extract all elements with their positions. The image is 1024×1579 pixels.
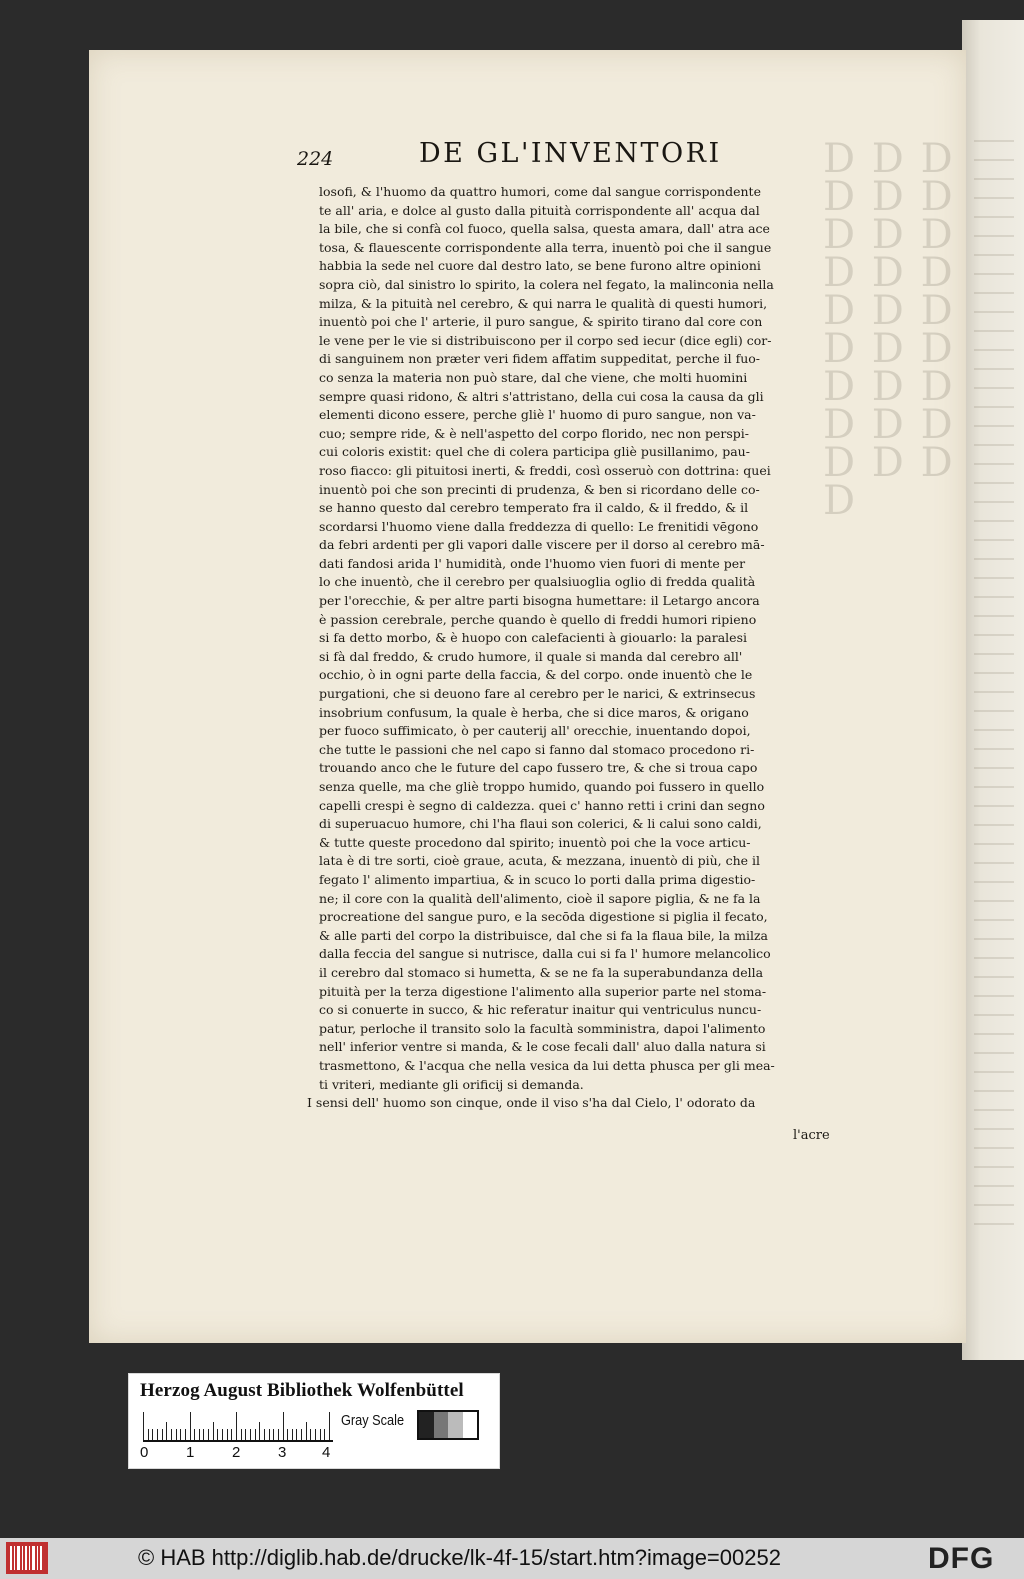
text-line: lata è di tre sorti, cioè graue, acuta, & mezzana, inuentò di più, che il: [319, 853, 761, 869]
text-line: cuo; sempre ride, & è nell'aspetto del corpo florido, nec non perspi-: [319, 425, 749, 441]
grayscale-step: [463, 1412, 478, 1438]
text-line: di sanguinem non præter veri fidem affatim suppeditat, perche il fuo-: [319, 351, 761, 367]
catchword: l'acre: [793, 1128, 830, 1143]
text-line: sopra ciò, dal sinistro lo spirito, la colera nel fegato, la malinconia nella: [319, 276, 774, 292]
ruler-tick: [166, 1422, 167, 1440]
ruler-tick: [315, 1429, 316, 1440]
text-line: di superuacuo humore, chi l'ha flaui son colerici, & li calui sono caldi,: [319, 816, 762, 832]
footer-bar: [0, 1538, 1024, 1579]
ruler-tick: [213, 1422, 214, 1440]
ruler-tick: [320, 1429, 321, 1440]
dfg-logo: DFG: [928, 1542, 995, 1575]
ruler-tick: [143, 1412, 144, 1440]
text-line: & tutte queste procedono dal spirito; inuentò poi che la voce articu-: [319, 834, 751, 850]
text-line: I sensi dell' huomo son cinque, onde il viso s'ha dal Cielo, l' odorato da: [307, 1095, 756, 1111]
ruler-number: 0: [140, 1444, 149, 1461]
text-line: capelli crespi è segno di caldezza. quei c' hanno retti i crini dan segno: [319, 797, 765, 813]
grayscale-step: [419, 1412, 434, 1438]
ruler-tick: [222, 1429, 223, 1440]
text-line: inuentò poi che l' arterie, il puro sangue, & spirito tirano dal core con: [319, 314, 763, 330]
ruler-tick: [329, 1412, 330, 1440]
text-line: purgationi, che si deuono fare al cerebro per le narici, & extrinsecus: [319, 686, 756, 702]
ruler-tick: [296, 1429, 297, 1440]
ruler-tick: [190, 1412, 191, 1440]
text-line: trasmettono, & l'acqua che nella vesica da lui detta phusca per gli mea-: [319, 1057, 775, 1073]
text-line: procreatione del sangue puro, e la secōda digestione si piglia il fecato,: [319, 909, 768, 925]
text-line: occhio, ò in ogni parte della faccia, & del corpo. onde inuentò che le: [319, 667, 753, 683]
page-header: [297, 134, 737, 178]
ruler-number: 1: [186, 1444, 195, 1461]
text-line: se hanno questo dal cerebro temperato fra il caldo, & il freddo, & il: [319, 500, 749, 516]
text-line: dati fandosi arida l' humidità, onde l'huomo vien fuori di mente per: [319, 555, 746, 571]
text-line: milza, & la pituità nel cerebro, & qui narra le qualità di questi humori,: [319, 295, 768, 311]
running-title: DE GL'INVENTORI: [419, 138, 722, 169]
ruler-number: 3: [278, 1444, 287, 1461]
text-line: per fuoco suffimicato, ò per cauterij all' orecchie, inuentando dopoi,: [319, 723, 751, 739]
barcode-icon: [6, 1542, 48, 1574]
text-line: senza quelle, ma che gliè troppo humido, quando poi fussero in quello: [319, 779, 765, 794]
text-line: il cerebro dal stomaco si humetta, & se ne fa la superabundanza della: [319, 964, 764, 980]
adjacent-page-edge: [962, 20, 1024, 1360]
ruler-tick: [236, 1412, 237, 1440]
text-line: co senza la materia non può stare, dal che viene, che molti huomini: [319, 369, 748, 385]
grayscale-swatch: [417, 1410, 479, 1440]
ruler-tick: [199, 1429, 200, 1440]
text-line: che tutte le passioni che nel capo si fanno dal stomaco procedono ri-: [319, 741, 755, 757]
ruler-tick: [292, 1429, 293, 1440]
ruler-tick: [241, 1429, 242, 1440]
scale-ruler: [143, 1410, 333, 1442]
adjacent-page-ghost-text: [974, 140, 1014, 1240]
text-line: ti vriteri, mediante gli orificij si demanda.: [319, 1076, 584, 1092]
ruler-tick: [185, 1429, 186, 1440]
library-name: Herzog August Bibliothek Wolfenbüttel: [140, 1380, 464, 1401]
text-line: fegato l' alimento impartiua, & in scuco lo porti dalla prima digestio-: [319, 871, 756, 887]
ruler-tick: [176, 1429, 177, 1440]
ruler-tick: [162, 1429, 163, 1440]
text-line: nell' inferior ventre si manda, & le cose fecali dall' aluo dalla natura si: [319, 1039, 766, 1055]
text-line: losofi, & l'huomo da quattro humori, come dal sangue corrispondente: [319, 184, 761, 199]
text-line: per l'orecchie, & per altre parti bisogna humettare: il Letargo ancora: [319, 593, 760, 609]
text-line: roso fiacco: gli pituitosi inerti, & freddi, così osseruò con dottrina: quei: [319, 462, 771, 478]
ruler-number: 4: [322, 1444, 331, 1461]
ruler-tick: [310, 1429, 311, 1440]
bleed-through-text: D D D D D D D D D D D D D D D D D D D D D D D D D D D D: [823, 140, 955, 524]
ruler-tick: [273, 1429, 274, 1440]
ruler-tick: [231, 1429, 232, 1440]
text-line: habbia la sede nel cuore dal destro lato, se bene furono altre opinioni: [319, 258, 761, 274]
ruler-tick: [245, 1429, 246, 1440]
text-line: è passion cerebrale, perche quando è quello di freddi humori ripieno: [319, 611, 757, 627]
ruler-tick: [301, 1429, 302, 1440]
ruler-tick: [171, 1429, 172, 1440]
ruler-tick: [269, 1429, 270, 1440]
grayscale-label: Gray Scale: [341, 1412, 405, 1429]
text-line: tosa, & flauescente corrispondente alla terra, inuentò poi che il sangue: [319, 239, 772, 255]
grayscale-step: [434, 1412, 449, 1438]
text-line: si fà dal freddo, & crudo humore, il quale si manda dal cerebro all': [319, 648, 743, 664]
footer-url[interactable]: © HAB http://diglib.hab.de/drucke/lk-4f-15/start.htm?image=00252: [138, 1545, 781, 1570]
ruler-tick: [255, 1429, 256, 1440]
ruler-tick: [208, 1429, 209, 1440]
ruler-tick: [306, 1422, 307, 1440]
ruler-tick: [180, 1429, 181, 1440]
ruler-tick: [324, 1429, 325, 1440]
text-line: inuentò poi che son precinti di prudenza, & ben si ricordano delle co-: [319, 481, 760, 497]
ruler-tick: [287, 1429, 288, 1440]
text-line: dalla feccia del sangue si nutrisce, dalla cui si fa l' humore melancolico: [319, 946, 771, 962]
text-line: elementi dicono essere, perche gliè l' huomo di puro sangue, non va-: [319, 407, 756, 423]
ruler-number: 2: [232, 1444, 241, 1461]
body-text: [307, 183, 854, 1113]
ruler-tick: [259, 1422, 260, 1440]
ruler-tick: [227, 1429, 228, 1440]
text-line: trouando anco che le future del capo fussero tre, & che si troua capo: [319, 760, 758, 776]
grayscale-step: [448, 1412, 463, 1438]
text-line: te all' aria, e dolce al gusto dalla pituità corrispondente all' acqua dal: [319, 202, 760, 218]
text-line: lo che inuentò, che il cerebro per qualsiuoglia oglio di fredda qualità: [319, 574, 756, 590]
text-line: scordarsi l'huomo viene dalla freddezza di quello: Le frenitidi vēgono: [319, 518, 759, 534]
ruler-tick: [148, 1429, 149, 1440]
text-line: & alle parti del corpo la distribuisce, dal che si fa la flaua bile, la milza: [319, 927, 768, 943]
ruler-tick: [217, 1429, 218, 1440]
ruler-tick: [203, 1429, 204, 1440]
text-line: le vene per le vie si distribuiscono per il corpo sed iecur (dice egli) cor-: [319, 332, 772, 348]
text-line: insobrium confusum, la quale è herba, che si dice maros, & origano: [319, 704, 749, 720]
ruler-tick: [157, 1429, 158, 1440]
ruler-tick: [250, 1429, 251, 1440]
text-line: cui coloris existit: quel che di colera participa gliè pusillanimo, pau-: [319, 444, 750, 460]
text-line: co si conuerte in succo, & hic referatur inaitur qui ventriculus nuncu-: [319, 1002, 762, 1018]
text-line: la bile, che si confà col fuoco, quella salsa, questa amara, dall' atra ace: [319, 221, 770, 237]
ruler-tick: [283, 1412, 284, 1440]
text-line: ne; il core con la qualità dell'alimento, cioè il sapore piglia, & ne fa la: [319, 890, 761, 906]
text-line: da febri ardenti per gli vapori dalle viscere per il dorso al cerebro mā-: [319, 537, 765, 553]
ruler-tick: [194, 1429, 195, 1440]
text-line: patur, perloche il transito solo la facultà somministra, dapoi l'alimento: [319, 1020, 766, 1036]
ruler-tick: [264, 1429, 265, 1440]
text-line: pituità per la terza digestione l'alimento alla superior parte nel stoma-: [319, 983, 767, 999]
library-label: [128, 1373, 500, 1469]
text-line: si fa detto morbo, & è huopo con calefacienti à giouarlo: la paralesi: [319, 630, 747, 646]
ruler-tick: [278, 1429, 279, 1440]
page-number: 224: [297, 148, 334, 170]
text-line: sempre quasi ridono, & altri s'attristano, della cui cosa la causa da gli: [319, 388, 764, 404]
ruler-tick: [152, 1429, 153, 1440]
